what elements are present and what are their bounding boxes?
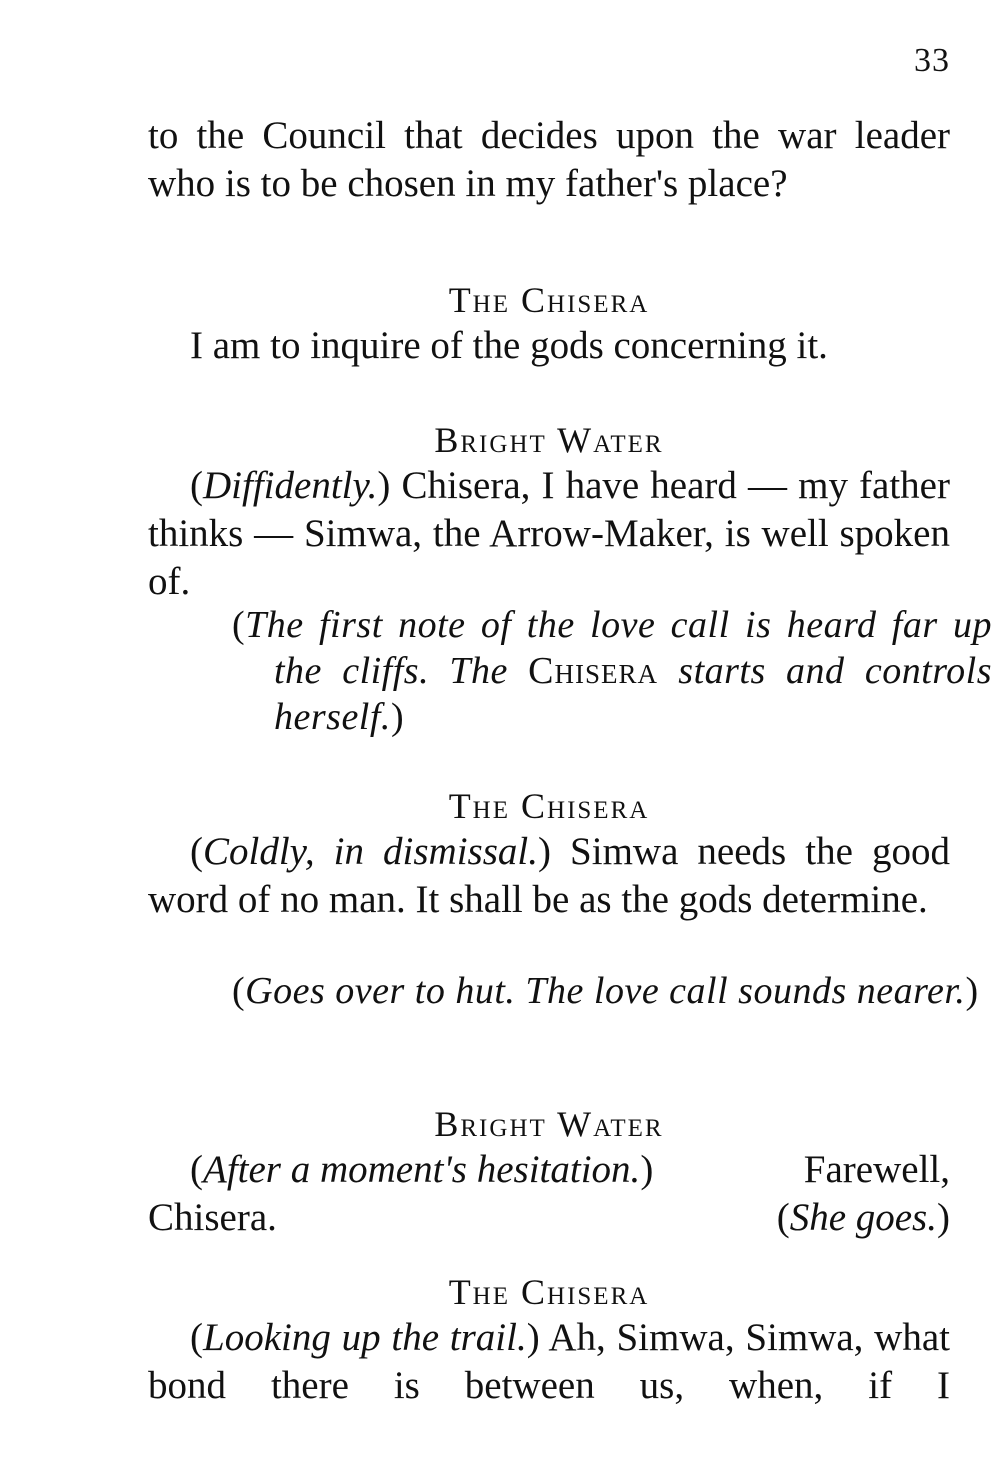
stage-direction-text: The first note of the love call is heard far up the cliffs. The — [245, 604, 992, 692]
stage-direction: Looking up the trail. — [203, 1316, 527, 1359]
dialogue-block — [148, 1314, 950, 1410]
dialogue-text: I am to inquire of the gods concerning it. — [190, 324, 828, 367]
speaker-heading: The Chisera — [448, 280, 650, 320]
stage-direction: Coldly, in dismissal. — [203, 830, 538, 873]
speaker-heading: The Chisera — [448, 786, 650, 826]
dialogue-line: Chisera. (She goes.) — [148, 1194, 950, 1242]
page-number: 33 — [914, 42, 950, 79]
dialogue-speech: Farewell, — [803, 1148, 950, 1191]
stage-direction: After a moment's hesitation. — [203, 1148, 641, 1191]
speaker-heading: Bright Water — [434, 420, 664, 460]
speaker-heading: Bright Water — [434, 1104, 664, 1144]
stage-direction-block: (The first note of the love call is heard far up the cliffs. The Chisera starts and controls herself.) — [232, 604, 992, 738]
stage-direction-text: Goes over to hut. The love call sounds nearer. — [245, 970, 966, 1012]
stage-direction: Diffidently. — [203, 464, 378, 507]
dialogue-text: (Diffidently.) Chisera, I have heard — my father thinks — Simwa, the Arrow-Maker, is well spoken of. — [148, 464, 950, 603]
dialogue-text: (Looking up the trail.) Ah, Simwa, Simwa, what bond there is between us, when, if I — [148, 1316, 950, 1407]
dialogue-speech: Chisera. — [148, 1196, 277, 1239]
opening-text: to the Council that decides upon the war leader who is to be chosen in my father's place? — [148, 114, 950, 205]
dialogue-block — [148, 828, 950, 924]
character-name: Chisera — [528, 650, 659, 692]
opening-paragraph — [148, 112, 950, 208]
dialogue-block — [148, 322, 950, 370]
stage-direction: She goes. — [789, 1196, 937, 1239]
dialogue-text: (Coldly, in dismissal.) Simwa needs the good word of no man. It shall be as the gods determine. — [148, 830, 950, 921]
stage-direction-text: starts and controls herself. — [274, 650, 992, 738]
speaker-heading: The Chisera — [448, 1272, 650, 1312]
dialogue-speech: Chisera, I have heard — my father thinks — Simwa, the Arrow-Maker, is well spoken of. — [148, 464, 950, 603]
dialogue-block — [148, 462, 950, 606]
dialogue-block — [148, 1146, 950, 1242]
dialogue-speech: Simwa needs the good word of no man. It shall be as the gods determine. — [148, 830, 950, 921]
dialogue-line: (After a moment's hesitation.) Farewell, — [148, 1146, 950, 1194]
stage-direction-block: (Goes over to hut. The love call sounds nearer.) — [232, 970, 979, 1012]
dialogue-speech: Ah, Simwa, Simwa, what bond there is between us, when, if I — [148, 1316, 950, 1407]
